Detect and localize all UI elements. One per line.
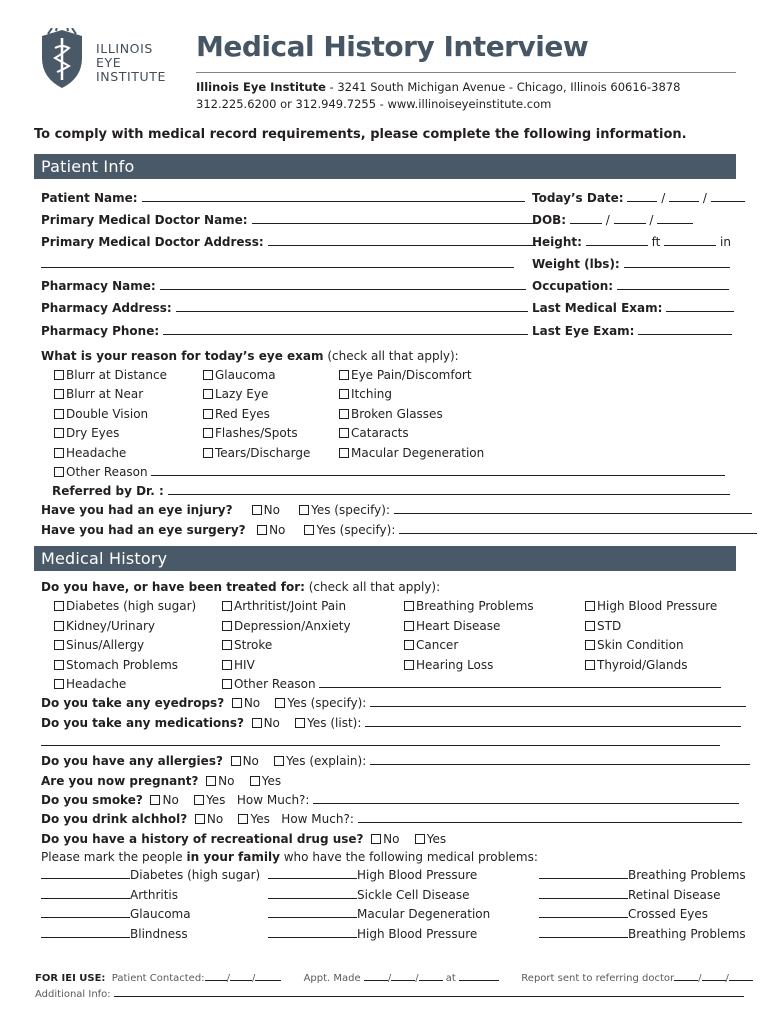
condition-checkbox[interactable]: Cancer: [404, 638, 458, 652]
institute-contact: 312.225.6200 or 312.949.7255 - www.illinoiseyeinstitute.com: [196, 97, 552, 111]
reason-checkbox[interactable]: Blurr at Near: [54, 387, 143, 401]
patient-info-section-header: Patient Info: [34, 154, 736, 179]
family-condition-field[interactable]: High Blood Pressure: [268, 868, 477, 882]
pharmacy-phone-field[interactable]: Pharmacy Phone:: [41, 324, 528, 338]
primary-doctor-address-line2[interactable]: [41, 257, 514, 271]
reason-checkbox[interactable]: Macular Degeneration: [339, 446, 484, 460]
iei-use-row[interactable]: FOR IEI USE: Patient Contacted: / / Appt. Made / / at Report sent to referring doctor / /: [35, 972, 753, 984]
condition-checkbox[interactable]: Sinus/Allergy: [54, 638, 144, 652]
institute-logo-icon: [38, 28, 86, 90]
reason-checkbox[interactable]: Tears/Discharge: [203, 446, 310, 460]
condition-checkbox[interactable]: Hearing Loss: [404, 658, 493, 672]
family-condition-field[interactable]: Breathing Problems: [539, 868, 746, 882]
condition-checkbox[interactable]: Stroke: [222, 638, 272, 652]
family-condition-field[interactable]: Retinal Disease: [539, 888, 721, 902]
drug-use-question[interactable]: Do you have a history of recreational drug use? No Yes: [41, 832, 447, 846]
condition-checkbox[interactable]: Arthritist/Joint Pain: [222, 599, 346, 613]
title-divider: [196, 72, 736, 73]
condition-checkbox[interactable]: Skin Condition: [585, 638, 684, 652]
page-header: [0, 0, 770, 120]
family-condition-field[interactable]: Diabetes (high sugar): [41, 868, 260, 882]
reason-checkbox[interactable]: Dry Eyes: [54, 426, 119, 440]
patient-name-field[interactable]: Patient Name:: [41, 191, 525, 205]
condition-checkbox[interactable]: High Blood Pressure: [585, 599, 717, 613]
condition-checkbox[interactable]: Kidney/Urinary: [54, 619, 155, 633]
reason-checkbox[interactable]: Itching: [339, 387, 392, 401]
reason-checkbox[interactable]: Blurr at Distance: [54, 368, 167, 382]
treated-question: Do you have, or have been treated for: (check all that apply):: [41, 580, 441, 594]
condition-checkbox[interactable]: Depression/Anxiety: [222, 619, 351, 633]
medications-line2[interactable]: [41, 735, 720, 749]
logo-wordmark: ILLINOIS EYE INSTITUTE: [96, 41, 167, 84]
dob-field[interactable]: DOB: / /: [532, 213, 693, 227]
pharmacy-name-field[interactable]: Pharmacy Name:: [41, 279, 526, 293]
instruction-text: To comply with medical record requirements, please complete the following information.: [34, 127, 687, 142]
eye-injury-question[interactable]: Have you had an eye injury? No Yes (specify):: [41, 503, 752, 517]
condition-checkbox[interactable]: Thyroid/Glands: [585, 658, 688, 672]
condition-checkbox[interactable]: Headache: [54, 677, 126, 691]
family-condition-field[interactable]: Breathing Problems: [539, 927, 746, 941]
smoke-question[interactable]: Do you smoke? No Yes How Much?:: [41, 793, 739, 807]
weight-field[interactable]: Weight (lbs):: [532, 257, 730, 271]
condition-checkbox[interactable]: Diabetes (high sugar): [54, 599, 196, 613]
primary-doctor-address-field[interactable]: Primary Medical Doctor Address:: [41, 235, 536, 249]
condition-checkbox[interactable]: STD: [585, 619, 621, 633]
allergies-question[interactable]: Do you have any allergies? No Yes (explain):: [41, 754, 750, 768]
reason-checkbox[interactable]: Cataracts: [339, 426, 409, 440]
condition-checkbox[interactable]: Heart Disease: [404, 619, 500, 633]
family-condition-field[interactable]: Glaucoma: [41, 907, 191, 921]
family-condition-field[interactable]: Sickle Cell Disease: [268, 888, 469, 902]
reason-checkbox[interactable]: Flashes/Spots: [203, 426, 298, 440]
height-field[interactable]: Height: ft in: [532, 235, 731, 249]
reason-question: What is your reason for today’s eye exam (check all that apply):: [41, 349, 459, 363]
eyedrops-question[interactable]: Do you take any eyedrops? No Yes (specify):: [41, 696, 746, 710]
drink-question[interactable]: Do you drink alchhol? No Yes How Much?:: [41, 812, 742, 826]
family-condition-field[interactable]: Arthritis: [41, 888, 178, 902]
family-condition-field[interactable]: High Blood Pressure: [268, 927, 477, 941]
family-condition-field[interactable]: Macular Degeneration: [268, 907, 490, 921]
eye-surgery-question[interactable]: Have you had an eye surgery? No Yes (specify):: [41, 523, 757, 537]
condition-checkbox[interactable]: HIV: [222, 658, 255, 672]
referred-by-field[interactable]: Referred by Dr. :: [52, 484, 730, 498]
family-condition-field[interactable]: Blindness: [41, 927, 188, 941]
medications-question[interactable]: Do you take any medications? No Yes (list):: [41, 716, 741, 730]
reason-checkbox[interactable]: Lazy Eye: [203, 387, 268, 401]
pregnant-question[interactable]: Are you now pregnant? No Yes: [41, 774, 282, 788]
family-history-instruction: Please mark the people in your family who have the following medical problems:: [41, 850, 538, 864]
additional-info-field[interactable]: Additional Info:: [35, 988, 744, 1000]
last-eye-exam-field[interactable]: Last Eye Exam:: [532, 324, 732, 338]
reason-checkbox[interactable]: Headache: [54, 446, 126, 460]
institute-address: Illinois Eye Institute - 3241 South Michigan Avenue - Chicago, Illinois 60616-3878: [196, 80, 681, 94]
reason-checkbox[interactable]: Red Eyes: [203, 407, 270, 421]
occupation-field[interactable]: Occupation:: [532, 279, 729, 293]
other-reason-field[interactable]: Other Reason: [54, 465, 725, 479]
other-condition-field[interactable]: Other Reason: [222, 677, 721, 691]
page-title: Medical History Interview: [196, 30, 589, 63]
pharmacy-address-field[interactable]: Pharmacy Address:: [41, 301, 528, 315]
last-medical-exam-field[interactable]: Last Medical Exam:: [532, 301, 734, 315]
reason-checkbox[interactable]: Eye Pain/Discomfort: [339, 368, 472, 382]
reason-checkbox[interactable]: Double Vision: [54, 407, 148, 421]
reason-checkbox[interactable]: Glaucoma: [203, 368, 276, 382]
primary-doctor-name-field[interactable]: Primary Medical Doctor Name:: [41, 213, 534, 227]
todays-date-field[interactable]: Today’s Date: / /: [532, 191, 745, 205]
condition-checkbox[interactable]: Stomach Problems: [54, 658, 178, 672]
reason-checkbox[interactable]: Broken Glasses: [339, 407, 443, 421]
medical-history-section-header: Medical History: [34, 546, 736, 571]
condition-checkbox[interactable]: Breathing Problems: [404, 599, 534, 613]
family-condition-field[interactable]: Crossed Eyes: [539, 907, 708, 921]
